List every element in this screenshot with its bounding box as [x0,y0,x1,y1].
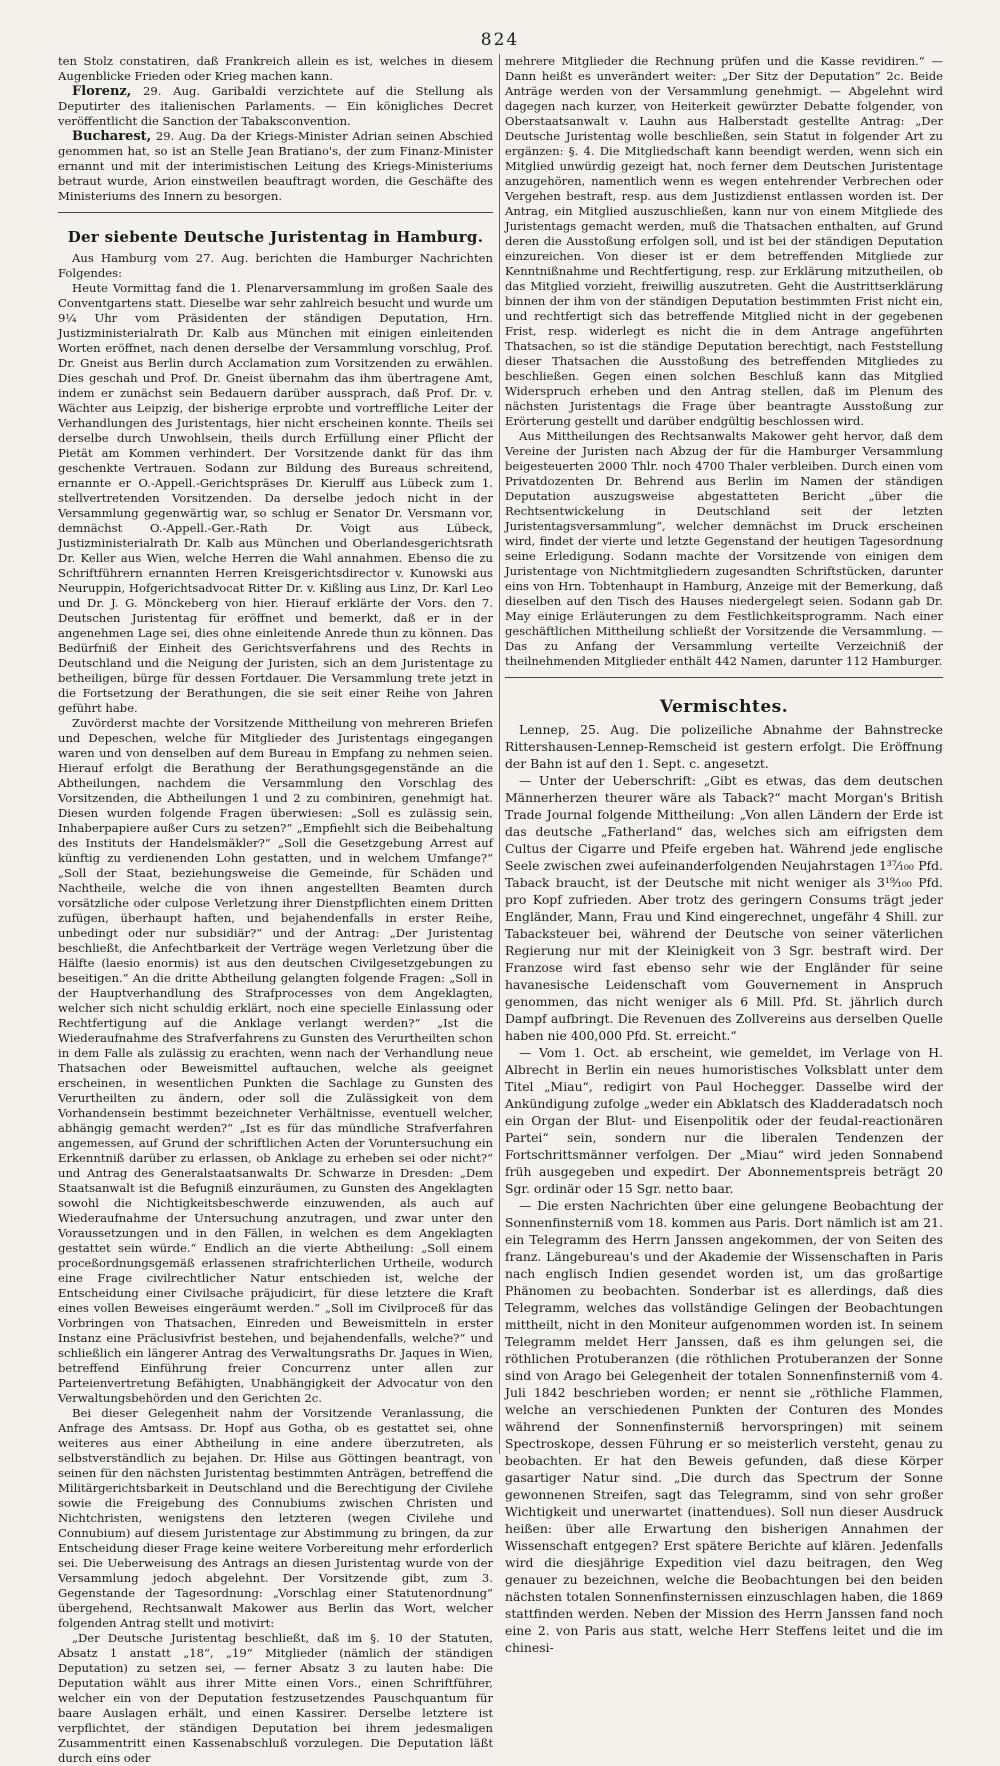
florenz-paragraph [58,84,493,129]
news-item: — Die ersten Nachrichten über eine gelungene Beobachtung der Sonnenfinsterniß vom 18. kommen aus Paris. Dort nämlich ist am 21. ein Telegramm des Herrn Janssen angekommen, der von Seiten des franz. Längebureau's und der Akademie der Wissenschaften in Paris nach englisch Indien gesendet worden ist, um das großartige Phänomen zu beobachten. Sonderbar ist es allerdings, daß dies Telegramm, welches das vollständige Gelingen der Beobachtungen mittheilt, nicht in den Moniteur aufgenommen worden ist. In seinem Telegramm meldet Herr Janssen, daß es ihm gelungen sei, die röthlichen Protuberanzen (die röthlichen Protuberanzen der Sonne sind von Arago bei Gelegenheit der totalen Sonnenfinsterniß vom 4. Juli 1842 beschrieben worden; er nennt sie „röthliche Flammen, welche an verschiedenen Punkten der Conturen des Mondes während der Sonnenfinsterniß hervorspringen) mit seinem Spectroskope, dessen Führung er so meisterlich versteht, genau zu beobachten. Er hat den Beweis gefunden, daß diese Körper gasartiger Natur sind. „Die durch das Spectrum der Sonne gewonnenen Streifen, sagt das Telegramm, sind von sehr großer Wichtigkeit und unerwartet (inattendues). Soll nun dieser Ausdruck heißen: über alle Erwartung den bisherigen Annahmen der Wissenschaft entgegen? Erst spätere Berichte auf klären. Jedenfalls wird die diesjährige Expedition viel dazu beitragen, den Weg genauer zu bezeichnen, welche die Beobachtungen bei den beiden nächsten totalen Sonnenfinsternissen einzuschlagen haben, die 1869 stattfinden werden. Neben der Mission des Herrn Janssen fand noch eine 2. von Paris aus statt, welche Herr Steffens leitet und die im chinesi- [505,1198,943,1655]
news-item: — Vom 1. Oct. ab erscheint, wie gemeldet, im Verlage von H. Albrecht in Berlin ein neues humoristisches Volksblatt unter dem Titel „Miau“, redigirt von Paul Hochegger. Dasselbe wird der Ankündigung zufolge „weder ein Abklatsch des Kladderadatsch noch ein Organ der Blut- und Eisenpolitik oder der feudal-reactionären Partei“ sein, sondern nur die liberalen Tendenzen der Fortschrittsmänner verfolgen. Der „Miau“ wird jeden Sonnabend früh ausgegeben und expedirt. Der Abonnementspreis beträgt 20 Sgr. ordinär oder 15 Sgr. netto baar. [505,1045,943,1196]
left-column [58,54,493,1765]
article-paragraph: Zuvörderst machte der Vorsitzende Mittheilung von mehreren Briefen und Depeschen, welche für Mitglieder des Juristentags eingegangen waren und von denselben auf dem Bureau in Empfang zu nehmen seien. Hierauf erfolgt die Berathung der Berathungsgegenstände an die Abtheilungen, nachdem die Versammlung den Vorschlag des Vorsitzenden, die Abtheilungen 1 und 2 zu combiniren, genehmigt hat. Diesen wurden folgende Fragen überwiesen: „Soll es zulässig sein, Inhaberpapiere außer Curs zu setzen?“ „Empfiehlt sich die Beibehaltung des Instituts der Handelsmäkler?“ „Soll die Gesetzgebung Arrest auf künftig zu verdienenden Lohn gestatten, und in welchem Umfange?“ „Soll der Staat, beziehungsweise die Gemeinde, für Schäden und Nachtheile, welche die von ihnen angestellten Beamten durch vorsätzliche oder culpose Verletzung ihrer Dienstpflichten einem Dritten zufügen, überhaupt haften, und bejahendenfalls in erster Reihe, unbedingt oder nur subsidiär?“ und der Antrag: „Der Juristentag beschließt, die Anfechtbarkeit der Verträge wegen Verletzung über die Hälfte (laesio enormis) ist aus den deutschen Civilgesetzgebungen zu beseitigen.“ An die dritte Abtheilung gelangten folgende Fragen: „Soll in der Hauptverhandlung des Strafprocesses von dem Angeklagten, welcher sich nicht schuldig erklärt, noch eine specielle Einlassung oder Rechtfertigung auf die Anklage verlangt werden?“ „Ist die Wiederaufnahme des Strafverfahrens zu Gunsten des Verurtheilten schon in dem Falle als zulässig zu erachten, wenn nach der Verhandlung neue Thatsachen oder Beweismittel auftauchen, welche als geeignet erscheinen, in wesentlichen Punkten die Sachlage zu Gunsten des Verurtheilten zu ändern, oder soll die Zulässigkeit von dem Vorhandensein bestimmt bezeichneter Verhältnisse, eventuell welcher, abhängig gemacht werden?“ „Ist es für das mündliche Strafverfahren angemessen, auf Grund der schriftlichen Acten der Voruntersuchung ein Erkenntniß darüber zu erlassen, ob Anklage zu erheben sei oder nicht?“ und Antrag des Generalstaatsanwalts Dr. Schwarze in Dresden: „Dem Staatsanwalt ist die Befugniß einzuräumen, zu Gunsten des Angeklagten sowohl die Nichtigkeitsbeschwerde einzuwenden, als auch auf Wiederaufnahme der Untersuchung anzutragen, und zwar unter den Voraussetzungen und in den Fällen, in welchen es dem Angeklagten gestattet sein würde.“ Endlich an die vierte Abtheilung: „Soll einem proceßordnungsgemäß erlassenen strafrichterlichen Urtheile, wodurch eine Frage civilrechtlicher Natur entschieden ist, welche der Entscheidung einer Civilsache präjudicirt, für diese letztere die Kraft eines vollen Beweises eingeräumt werden.“ „Soll im Civilproceß für das Vorbringen von Thatsachen, Einreden und Beweismitteln in erster Instanz eine Präclusivfrist bestehen, und bejahendenfalls, welche?“ und schließlich ein längerer Antrag des Verwaltungsraths Dr. Jaques in Wien, betreffend Einführung freier Concurrenz unter allen zur Parteienvertretung Befähigten, Unabhängigkeit der Advocatur von den Verwaltungsbehörden und den Gerichten 2c. [58,716,493,1405]
article-heading: Der siebente Deutsche Juristentag in Hamburg. [67,228,484,246]
article-paragraph: Bei dieser Gelegenheit nahm der Vorsitzende Veranlassung, die Anfrage des Amtsass. Dr. Hopf aus Gotha, ob es gestattet sei, ohne weiteres aus einer Abtheilung in eine andere überzutreten, als selbstverständlich zu bejahen. Dr. Hilse aus Göttingen beantragt, von seinen für den nächsten Juristentag bestimmten Anträgen, betreffend die Militärgerichtsbarkeit in Deutschland und die Berechtigung der Civilehe sowie die Freigebung des Connubiums zwischen Christen und Nichtchristen, wenigstens den letzteren (wegen Civilehe und Connubium) auf diesem Juristentage zur Abstimmung zu bringen, da zur Entscheidung dieser Frage keine weitere Vorbereitung mehr erforderlich sei. Die Ueberweisung des Antrags an diesen Juristentag wurde von der Versammlung jedoch abgelehnt. Der Vorsitzende gibt, zum 3. Gegenstande der Tagesordnung: „Vorschlag einer Statutenordnung“ übergehend, Rechtsanwalt Makower aus Berlin das Wort, welcher folgenden Antrag stellt und motivirt: [58,1406,493,1630]
page-number: 824 [480,30,520,50]
news-item: — Unter der Ueberschrift: „Gibt es etwas, das dem deutschen Männerherzen theurer wäre als Taback?“ macht Morgan's British Trade Journal folgende Mittheilung: „Von allen Ländern der Erde ist das deutsche „Fatherland“ das, welches sich am eifrigsten dem Cultus der Cigarre und Pfeife ergeben hat. Während jede englische Seele zwischen zwei aufeinanderfolgenden Neujahrstagen 1³⁷⁄₁₀₀ Pfd. Taback braucht, ist der Deutsche mit nicht weniger als 3¹⁹⁄₁₀₀ Pfd. pro Kopf zufrieden. Aber trotz des geringern Consums trägt jeder Engländer, Mann, Frau und Kind eingerechnet, ungefähr 4 Shill. zur Tabacksteuer bei, während der Deutsche von seiner väterlichen Regierung nur mit der Kleinigkeit von 3 Sgr. bestraft wird. Der Franzose wird fast ebenso sehr wie der Engländer für seine havanesische Leidenschaft vom Gouvernement in Anspruch genommen, das nicht weniger als 6 Mill. Pfd. St. jährlich durch Dampf aufbringt. Die Revenuen des Zollvereins aus derselben Quelle haben nie 400,000 Pfd. St. erreicht.“ [505,773,943,1043]
bukarest-text: 29. Aug. Da der Kriegs-Minister Adrian seinen Abschied genommen hat, so ist an Stelle Jean Bratiano's, der zum Finanz-Minister ernannt und mit der interimistischen Leitung des Kriegs-Ministeriums betraut wurde, Arion einstweilen beauftragt worden, die Geschäfte des Ministeriums des Innern zu besorgen. [58,129,493,203]
section-rule [505,677,943,678]
florenz-text: 29. Aug. Garibaldi verzichtete auf die Stellung als Deputirter des italienischen Parlaments. — Ein königliches Decret veröffentlicht die Sanction der Tabaksconvention. [58,84,493,128]
news-item: Lennep, 25. Aug. Die polizeiliche Abnahme der Bahnstrecke Rittershausen-Lennep-Remscheid ist gestern erfolgt. Die Eröffnung der Bahn ist auf den 1. Sept. c. angesetzt. [505,722,943,771]
column-divider [499,54,500,1454]
article-paragraph: Aus Mittheilungen des Rechtsanwalts Makower geht hervor, daß dem Vereine der Juristen nach Abzug der für die Hamburger Versammlung beigesteuerten 2000 Thlr. noch 4700 Thaler verbleiben. Durch einen vom Privatdozenten Dr. Behrend aus Berlin im Namen der ständigen Deputation auszugsweise abgestatteten Bericht „über die Rechtsentwickelung in Deutschland seit der letzten Juristentagsversammlung“, welcher demnächst im Druck erscheinen wird, findet der vierte und letzte Gegenstand der heutigen Tagesordnung seine Erledigung. Sodann machte der Vorsitzende von einigen dem Juristentage von Nichtmitgliedern zugesandten Schriftstücken, darunter eins von Hrn. Tobtenhaupt in Hamburg, Anzeige mit der Bemerkung, daß dieselben auf den Tisch des Hauses niedergelegt seien. Sodann gab Dr. May einige Erläuterungen zu dem Festlichkeitsprogramm. Nach einer geschäftlichen Mittheilung schließt der Vorsitzende die Versammlung. — Das zu Anfang der Versammlung verteilte Verzeichniß der theilnehmenden Mitglieder enthält 442 Namen, darunter 112 Hamburger. [505,429,943,668]
article-paragraph: „Der Deutsche Juristentag beschließt, daß im §. 10 der Statuten, Absatz 1 anstatt „18“, „19“ Mitglieder (nämlich der ständigen Deputation) zu setzen sei, — ferner Absatz 3 zu lauten habe: Die Deputation wählt aus ihrer Mitte einen Vors., einen Schriftführer, welcher ein von der Deputation festzusetzendes Pauschquantum für baare Auslagen erhält, und einen Kassirer. Derselbe letztere ist verpflichtet, der ständigen Deputation bei ihrem jedesmaligen Zusammentritt einen Kassenabschluß vorzulegen. Die Deputation läßt durch eins oder [58,1631,493,1765]
section-title-vermischtes: Vermischtes. [659,697,789,717]
right-column [505,54,943,1655]
section-rule [58,212,493,213]
vermischtes-section [505,721,943,1656]
bukarest-paragraph [58,129,493,204]
florenz-dateline: Florenz, [72,84,132,99]
article-continuation: mehrere Mitglieder die Rechnung prüfen und die Kasse revidiren.“ — Dann heißt es unverändert weiter: „Der Sitz der Deputation“ 2c. Beide Anträge werden von der Versammlung genehmigt. — Abgelehnt wird dagegen nach kurzer, von Heiterkeit gewürzter Debatte folgender, von Oberstaatsanwalt v. Lauhn aus Halberstadt gestellte Antrag: „Der Deutsche Juristentag wolle beschließen, sein Statut in folgender Art zu ergänzen: §. 4. Die Mitgliedschaft kann beendigt werden, wenn sich ein Mitglied unwürdig gezeigt hat, noch ferner dem Deutschen Juristentage anzugehören, namentlich wenn es wegen entehrender Verbrechen oder Vergehen bestraft, resp. aus dem Justizdienst entlassen worden ist. Der Antrag, ein Mitglied auszuschließen, kann nur von einem Mitgliede des Juristentags gemacht werden, muß die Thatsachen enthalten, auf Grund deren die Ausstoßung erfolgen soll, und ist bei der ständigen Deputation einzureichen. Von dieser ist er dem betreffenden Mitgliede zur Kenntnißnahme und Rechtfertigung, resp. zur Erklärung mitzutheilen, ob das Mitglied vorzieht, freiwillig auszutreten. Geht die Austrittserklärung binnen der ihm von der ständigen Deputation bestimmten Frist nicht ein, und rechtfertigt sich das betreffende Mitglied nicht in der gegebenen Frist, resp. widerlegt es nicht die in dem Antrage angeführten Thatsachen, so ist die ständige Deputation berechtigt, nach Feststellung dieser Thatsachen die Ausstoßung des betreffenden Mitgliedes zu beschließen. Gegen einen solchen Beschluß kann das Mitglied Widerspruch erheben und den Antrag stellen, daß im Plenum des nächsten Juristentags die Frage über beantragte Ausstoßung zur Erörterung gestellt und darüber endgültig beschlossen wird. [505,54,943,428]
intro-paragraph: ten Stolz constatiren, daß Frankreich allein es ist, welches in diesem Augenblicke Frieden oder Krieg machen kann. [58,54,493,83]
article-paragraph: Heute Vormittag fand die 1. Plenarversammlung im großen Saale des Conventgartens statt. Dieselbe war sehr zahlreich besucht und wurde um 9¼ Uhr vom Präsidenten der ständigen Deputation, Hrn. Justizministerialrath Dr. Kalb aus München mit einigen einleitenden Worten eröffnet, nach denen derselbe der Versammlung vorschlug, Prof. Dr. Gneist aus Berlin durch Acclamation zum Vorsitzenden zu erwählen. Dies geschah und Prof. Dr. Gneist übernahm das ihm übertragene Amt, indem er zunächst sein Bedauern darüber aussprach, daß Prof. Dr. v. Wächter aus Leipzig, der bisherige erprobte und vortreffliche Leiter der Verhandlungen des Juristentags, hier nicht erscheinen konnte. Theils sei derselbe durch Unwohlsein, theils durch Erfüllung einer Pflicht der Pietät am Kommen verhindert. Der Vorsitzende dankt für das ihm geschenkte Vertrauen. Sodann zur Bildung des Bureaus schreitend, ernannte er O.-Appell.-Gerichtspräses Dr. Kierulff aus Lübeck zum 1. stellvertretenden Vorsitzenden. Da derselbe jedoch nicht in der Versammlung gegenwärtig war, so schlug er Senator Dr. Versmann vor, demnächst O.-Appell.-Ger.-Rath Dr. Voigt aus Lübeck, Justizministerialrath Dr. Kalb aus München und Oberlandesgerichtsrath Dr. Keller aus Wien, welche Herren die Wahl annahmen. Ebenso die zu Schriftführern ernannten Herren Kreisgerichtsdirector v. Kunowski aus Neuruppin, Hofgerichtsadvocat Ritter Dr. v. Kißling aus Linz, Dr. Karl Leo und Dr. J. G. Mönckeberg von hier. Hierauf erklärte der Vors. den 7. Deutschen Juristentag für eröffnet und bemerkt, daß er in der angenehmen Lage sei, dies ohne einleitende Anrede thun zu können. Das Bedürfniß der Einheit des Gerichtsverfahrens und des Rechts in Deutschland und die Neigung der Juristen, sich an dem Juristentage zu betheiligen, bürge für dessen Fortdauer. Die Versammlung trete jetzt in die Fortsetzung der Berathungen, die sie seit einer Reihe von Jahren geführt habe. [58,281,493,715]
article-paragraph: Aus Hamburg vom 27. Aug. berichten die Hamburger Nachrichten Folgendes: [58,251,493,280]
bukarest-dateline: Bucharest, [72,129,152,144]
